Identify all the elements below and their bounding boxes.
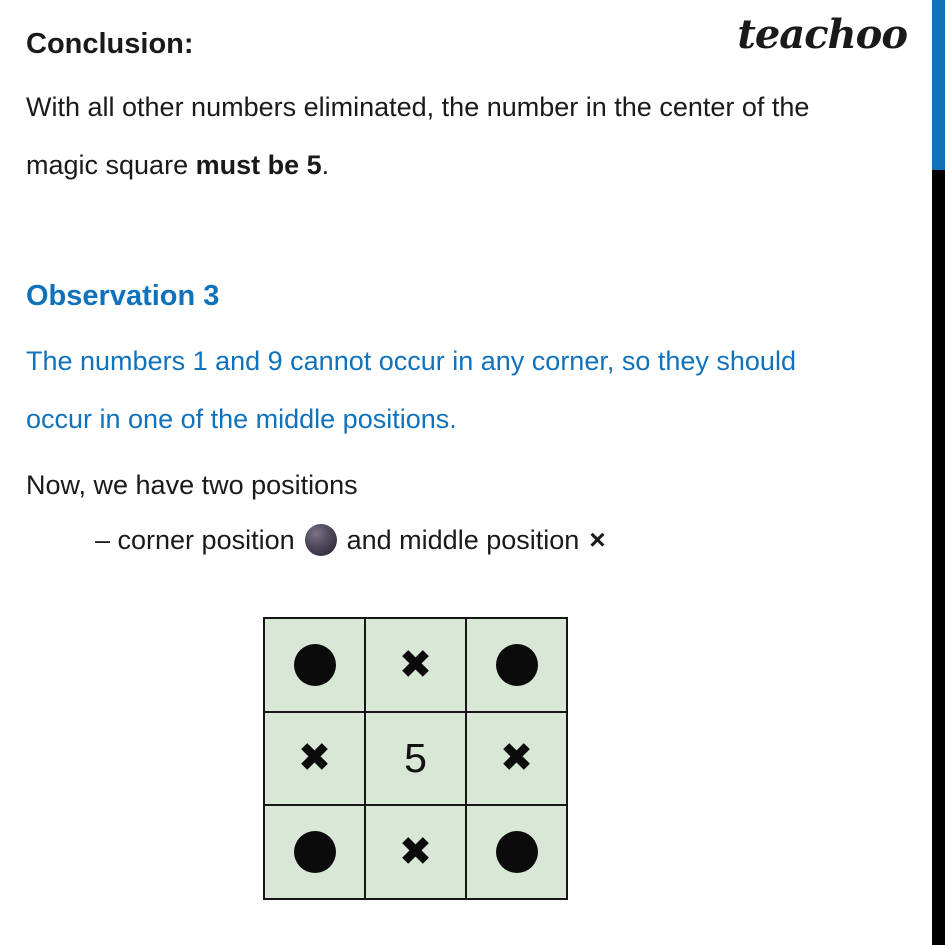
- corner-sphere-icon: [305, 524, 337, 556]
- magic-square-cell: [366, 619, 465, 711]
- conclusion-heading: Conclusion:: [26, 28, 194, 60]
- magic-square-grid: [263, 617, 568, 900]
- magic-square-cell: [265, 619, 364, 711]
- observation-line1: The numbers 1 and 9 cannot occur in any corner, so they should: [26, 346, 796, 376]
- edge-bar-black: [932, 170, 945, 945]
- magic-square-cell: [467, 713, 566, 805]
- magic-square-cell: [467, 619, 566, 711]
- magic-square-cell: [366, 713, 465, 805]
- observation-line2: occur in one of the middle positions.: [26, 404, 457, 434]
- filled-circle-icon: [496, 831, 538, 873]
- conclusion-line2-prefix: magic square: [26, 150, 196, 180]
- positions-item-middle: and middle position: [346, 524, 580, 555]
- magic-square-cell: [366, 806, 465, 898]
- filled-circle-icon: [496, 644, 538, 686]
- teachoo-logo: teachoo: [737, 11, 907, 58]
- middle-cross-icon: ×: [589, 524, 606, 555]
- conclusion-line1: With all other numbers eliminated, the number in the center of the: [26, 92, 810, 122]
- positions-item: [95, 524, 606, 556]
- filled-circle-icon: [294, 644, 336, 686]
- conclusion-line2-bold: must be 5: [195, 150, 322, 180]
- observation-title: Observation 3: [26, 280, 220, 312]
- heavy-cross-icon: ✖: [499, 735, 534, 782]
- heavy-cross-icon: ✖: [398, 829, 433, 876]
- magic-square-cell: [265, 713, 364, 805]
- conclusion-line2: [26, 150, 329, 181]
- center-value: 5: [404, 734, 427, 781]
- filled-circle-icon: [294, 831, 336, 873]
- conclusion-line2-suffix: .: [321, 150, 330, 180]
- positions-intro: Now, we have two positions: [26, 470, 358, 500]
- heavy-cross-icon: ✖: [398, 641, 433, 688]
- edge-bar-blue: [932, 0, 945, 170]
- heavy-cross-icon: ✖: [297, 735, 332, 782]
- positions-item-prefix: – corner position: [95, 524, 295, 555]
- magic-square-cell: [467, 806, 566, 898]
- magic-square-cell: [265, 806, 364, 898]
